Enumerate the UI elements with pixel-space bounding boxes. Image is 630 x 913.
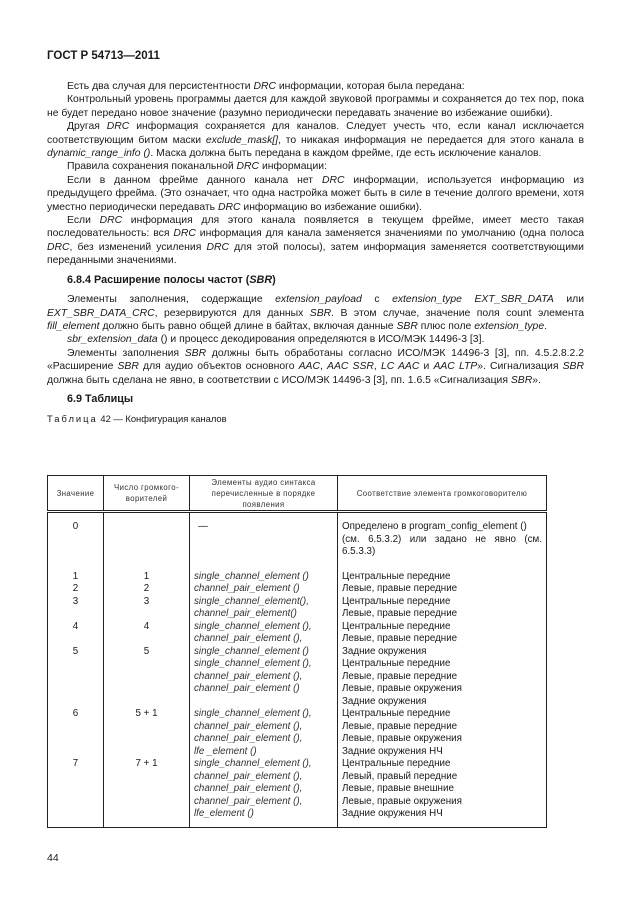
text-run: Правила сохранения поканальной bbox=[67, 161, 237, 173]
cell-elements-line: single_channel_element (), bbox=[194, 658, 312, 669]
cell-speakers bbox=[104, 758, 190, 827]
text-run: () и процесс декодирования определяются в ИСО/МЭК 14496-3 [3]. bbox=[157, 334, 485, 346]
channel-config-table bbox=[47, 475, 547, 828]
italic-term: fill_element bbox=[47, 320, 100, 332]
text-run: Контрольный уровень программы дается для каждой звуковой программы и сохраняется до тех пор, пока не будет передано новое значение (разумно периодически передавать значение во избежание ошибки). bbox=[47, 94, 584, 119]
text-run: для аудио объектов основного bbox=[138, 361, 299, 373]
italic-term: DRC bbox=[206, 241, 229, 253]
paragraph bbox=[47, 80, 584, 93]
italic-term: LC AAC bbox=[380, 361, 420, 373]
cell-mapping bbox=[338, 646, 547, 709]
cell-speakers-line: 5 bbox=[143, 645, 150, 657]
cell-speakers bbox=[104, 708, 190, 758]
cell-mapping bbox=[338, 621, 547, 646]
table-row bbox=[48, 571, 547, 584]
cell-elements bbox=[190, 758, 338, 827]
italic-term: EXT_SBR_DATA_CRC bbox=[47, 307, 155, 319]
italic-term: DRC bbox=[217, 201, 241, 213]
text-run: должна быть сделана не явно, в соответствии с ИСО/МЭК 14496-3 [3], пп. 1.6.5 «Сигнализация bbox=[47, 374, 511, 386]
col-header-speakers: Число громкого-ворителей bbox=[104, 476, 190, 512]
cell-value-line: 7 bbox=[72, 758, 79, 769]
cell-speakers-line: 1 bbox=[143, 570, 150, 582]
cell-mapping-line: Центральные передние bbox=[342, 758, 451, 769]
italic-term: AAC bbox=[298, 361, 320, 373]
table-row bbox=[48, 583, 547, 596]
cell-value bbox=[48, 646, 104, 709]
text-run: . Маска должна быть передана в каждом фрейме, где есть исключение каналов. bbox=[150, 148, 542, 160]
text-run: Если в данном фрейме данного канала нет bbox=[67, 174, 322, 186]
italic-term: SBR bbox=[117, 361, 139, 373]
cell-speakers bbox=[104, 571, 190, 584]
document-header: ГОСТ Р 54713—2011 bbox=[47, 50, 160, 62]
cell-elements-line: channel_pair_element() bbox=[194, 608, 297, 619]
text-run: , то никакая информация не передается для этого канала в bbox=[278, 134, 584, 146]
section-heading-tables bbox=[67, 393, 584, 406]
italic-term: AAC LTP bbox=[433, 361, 478, 373]
table-row bbox=[48, 596, 547, 621]
text-run: Есть два случая для персистентности bbox=[67, 81, 254, 92]
cell-value-line: 5 bbox=[72, 645, 79, 657]
cell-elements bbox=[190, 571, 338, 584]
cell-elements-line: single_channel_element (), bbox=[194, 708, 312, 719]
cell-speakers bbox=[104, 583, 190, 596]
text-run: , без изменений усиления bbox=[69, 241, 207, 253]
text-run: Если bbox=[67, 215, 100, 227]
text-run: 6.8.4 Расширение полосы частот ( bbox=[67, 273, 250, 286]
italic-term: extension_type EXT_SBR_DATA bbox=[392, 294, 554, 306]
cell-elements-line: lfe _element () bbox=[194, 745, 257, 757]
italic-term: DRC bbox=[99, 215, 123, 227]
text-run: ». Сигнализация bbox=[477, 361, 563, 373]
cell-speakers bbox=[104, 596, 190, 621]
cell-elements-line: channel_pair_element (), bbox=[194, 733, 303, 744]
cell-value-line: 0 bbox=[72, 521, 79, 532]
cell-elements-line: single_channel_element(), bbox=[194, 595, 309, 607]
text-run: с bbox=[361, 294, 393, 306]
cell-mapping bbox=[338, 571, 547, 584]
text-run: , bbox=[373, 361, 381, 373]
cell-speakers-line: 2 bbox=[143, 583, 150, 594]
text-run: для этой полосы), затем информация заменяется соответствующими переданными значениями. bbox=[47, 241, 584, 267]
text-run: информацию во избежание ошибки). bbox=[240, 201, 422, 213]
section-heading-sbr bbox=[67, 274, 584, 287]
col-header-value: Значение bbox=[48, 476, 104, 512]
italic-term: DRC bbox=[106, 121, 130, 133]
cell-elements bbox=[190, 512, 338, 571]
cell-mapping-line: Левые, правые передние bbox=[342, 583, 458, 594]
cell-mapping-line: Левые, правые передние bbox=[342, 670, 458, 682]
cell-elements bbox=[190, 708, 338, 758]
cell-mapping-line: Задние окружения НЧ bbox=[342, 808, 443, 819]
italic-term: DRC bbox=[173, 228, 196, 240]
cell-mapping-line: Центральные передние bbox=[342, 708, 451, 719]
cell-elements-line: channel_pair_element () bbox=[194, 583, 300, 594]
text-run: информация сохраняется для каналов. Следует учесть что, если канал исключается соответствующим битом маски bbox=[47, 121, 585, 146]
cell-value-line: 2 bbox=[72, 583, 79, 594]
document-body bbox=[47, 80, 584, 426]
cell-elements-line: channel_pair_element (), bbox=[194, 670, 303, 682]
paragraph bbox=[47, 214, 584, 268]
cell-mapping-line: Левые, правые окружения bbox=[342, 683, 462, 694]
italic-term: dynamic_range_info () bbox=[47, 148, 151, 160]
text-run: информации, которая была передана: bbox=[275, 81, 465, 92]
cell-elements bbox=[190, 621, 338, 646]
cell-elements-line: channel_pair_element (), bbox=[194, 770, 303, 782]
italic-term: SBR bbox=[396, 320, 418, 332]
italic-term: DRC bbox=[253, 81, 276, 92]
section-sbr-text bbox=[47, 293, 584, 387]
cell-mapping-line: Левые, правые передние bbox=[342, 608, 458, 619]
cell-elements-line: single_channel_element (), bbox=[194, 620, 312, 632]
cell-mapping-line: Левые, правые окружения bbox=[342, 795, 462, 807]
cell-speakers-line: 4 bbox=[143, 620, 150, 632]
table-row bbox=[48, 708, 547, 758]
text-run: информации: bbox=[259, 161, 327, 173]
paragraph bbox=[47, 120, 584, 160]
paragraph bbox=[47, 174, 584, 214]
italic-term: extension_type bbox=[474, 320, 545, 332]
table-row bbox=[48, 512, 547, 571]
cell-mapping bbox=[338, 583, 547, 596]
text-run: и bbox=[419, 361, 434, 373]
col-header-elements: Элементы аудио синтакса перечисленные в порядке появления bbox=[190, 476, 338, 512]
cell-value bbox=[48, 708, 104, 758]
table-row bbox=[48, 758, 547, 827]
paragraph bbox=[47, 347, 584, 387]
cell-mapping-line: Центральные передние bbox=[342, 570, 451, 582]
cell-value bbox=[48, 758, 104, 827]
cell-speakers bbox=[104, 621, 190, 646]
italic-term: DRC bbox=[236, 161, 260, 173]
table-header-row bbox=[48, 476, 547, 512]
cell-speakers bbox=[104, 646, 190, 709]
italic-term: DRC bbox=[321, 174, 345, 186]
cell-mapping-line: Задние окружения НЧ bbox=[342, 745, 443, 757]
cell-speakers-line: 5 + 1 bbox=[135, 708, 158, 719]
paragraph bbox=[47, 93, 584, 120]
text-run: информация для этого канала появляется в текущем фрейме, имеет место такая последовательность: вся bbox=[47, 215, 584, 240]
cell-mapping-line: Определено в program_config_element () bbox=[342, 521, 527, 532]
cell-elements bbox=[190, 646, 338, 709]
text-run: или bbox=[553, 294, 584, 306]
cell-mapping bbox=[338, 512, 547, 571]
cell-mapping-line: Левые, правые внешние bbox=[342, 783, 454, 794]
cell-value-line: 6 bbox=[72, 708, 79, 719]
cell-elements-line: single_channel_element () bbox=[194, 570, 309, 582]
cell-value-line: 3 bbox=[72, 595, 79, 607]
italic-term: exclude_mask[] bbox=[205, 134, 279, 146]
cell-elements-line: channel_pair_element (), bbox=[194, 795, 303, 807]
cell-elements-line: — bbox=[198, 521, 208, 532]
cell-mapping-line: Центральные передние bbox=[342, 595, 451, 607]
cell-speakers-line: 3 bbox=[143, 595, 150, 607]
cell-value bbox=[48, 583, 104, 596]
cell-mapping-line: Задние окружения bbox=[342, 695, 427, 707]
cell-value bbox=[48, 621, 104, 646]
cell-mapping bbox=[338, 596, 547, 621]
text-run: . bbox=[544, 320, 547, 332]
cell-value-line: 1 bbox=[72, 570, 79, 582]
cell-elements bbox=[190, 583, 338, 596]
italic-term: SBR bbox=[510, 374, 533, 386]
text-run: , резервируются для данных bbox=[154, 307, 310, 319]
italic-term: DRC bbox=[47, 241, 70, 253]
text-run: ». bbox=[532, 374, 541, 386]
section-drc-text bbox=[47, 80, 584, 268]
text-run: информация для канала заменяется значениями по умолчанию (одна полоса bbox=[195, 228, 584, 240]
text-run: 6.9 Таблицы bbox=[67, 392, 134, 405]
cell-value bbox=[48, 512, 104, 571]
cell-speakers-line: 7 + 1 bbox=[135, 758, 158, 769]
paragraph bbox=[47, 293, 584, 333]
table-row bbox=[48, 646, 547, 709]
cell-mapping-line: Левые, правые передние bbox=[342, 720, 458, 732]
cell-mapping-line: (см. 6.5.3.2) или задано не явно (см. 6.5.3.3) bbox=[342, 533, 542, 557]
italic-term: SBR bbox=[309, 307, 332, 319]
cell-value bbox=[48, 571, 104, 584]
cell-elements-line: channel_pair_element (), bbox=[194, 720, 303, 732]
text-run: плюс поле bbox=[417, 320, 475, 332]
cell-elements-line: single_channel_element () bbox=[194, 645, 309, 657]
text-run: должны быть обработаны согласно ИСО/МЭК 14496-3 [3], пп. 4.5.2.8.2.2 «Расширение bbox=[47, 347, 584, 373]
text-run: Элементы заполнения bbox=[67, 347, 185, 359]
cell-mapping-line: Центральные передние bbox=[342, 658, 451, 669]
italic-term: SBR bbox=[184, 347, 207, 359]
cell-elements-line: channel_pair_element () bbox=[194, 683, 300, 694]
col-header-mapping: Соответствие элемента громкоговорителю bbox=[338, 476, 547, 512]
text-run: , bbox=[320, 361, 328, 373]
cell-mapping-line: Задние окружения bbox=[342, 645, 427, 657]
text-run: ) bbox=[272, 273, 276, 286]
text-run: информации, используется информацию из предыдущего фрейма. (Это означает, что одна настройка может быть в силе в течение долгого времени, хотя уместно периодически передавать bbox=[47, 174, 584, 213]
paragraph bbox=[47, 333, 584, 346]
cell-elements-line: lfe_element () bbox=[194, 808, 254, 819]
cell-elements-line: channel_pair_element (), bbox=[194, 783, 303, 794]
italic-term: AAC SSR bbox=[327, 361, 374, 373]
text-run: . В этом случае, значение поля count элемента bbox=[331, 307, 584, 319]
paragraph bbox=[47, 160, 584, 173]
table-caption: Таблица 42 — Конфигурация каналов bbox=[47, 413, 227, 425]
italic-term: extension_payload bbox=[275, 294, 362, 306]
italic-term: sbr_extension_data bbox=[67, 334, 158, 346]
cell-mapping-line: Центральные передние bbox=[342, 620, 451, 632]
cell-elements bbox=[190, 596, 338, 621]
cell-mapping-line: Левые, правые передние bbox=[342, 633, 458, 644]
cell-elements-line: channel_pair_element (), bbox=[194, 633, 303, 644]
text-run: Другая bbox=[67, 121, 107, 133]
cell-value bbox=[48, 596, 104, 621]
text-run: должно быть равно общей длине в байтах, включая данные bbox=[99, 320, 397, 332]
cell-mapping bbox=[338, 758, 547, 827]
italic-term: SBR bbox=[562, 361, 584, 373]
italic-term: SBR bbox=[249, 273, 273, 286]
cell-value-line: 4 bbox=[72, 620, 79, 632]
cell-speakers bbox=[104, 512, 190, 571]
cell-mapping bbox=[338, 708, 547, 758]
cell-elements-line: single_channel_element (), bbox=[194, 758, 312, 769]
text-run: Элементы заполнения, содержащие bbox=[67, 294, 276, 306]
page-number: 44 bbox=[47, 852, 59, 864]
table-row bbox=[48, 621, 547, 646]
cell-mapping-line: Левые, правые окружения bbox=[342, 733, 462, 744]
cell-mapping-line: Левый, правый передние bbox=[342, 770, 458, 782]
